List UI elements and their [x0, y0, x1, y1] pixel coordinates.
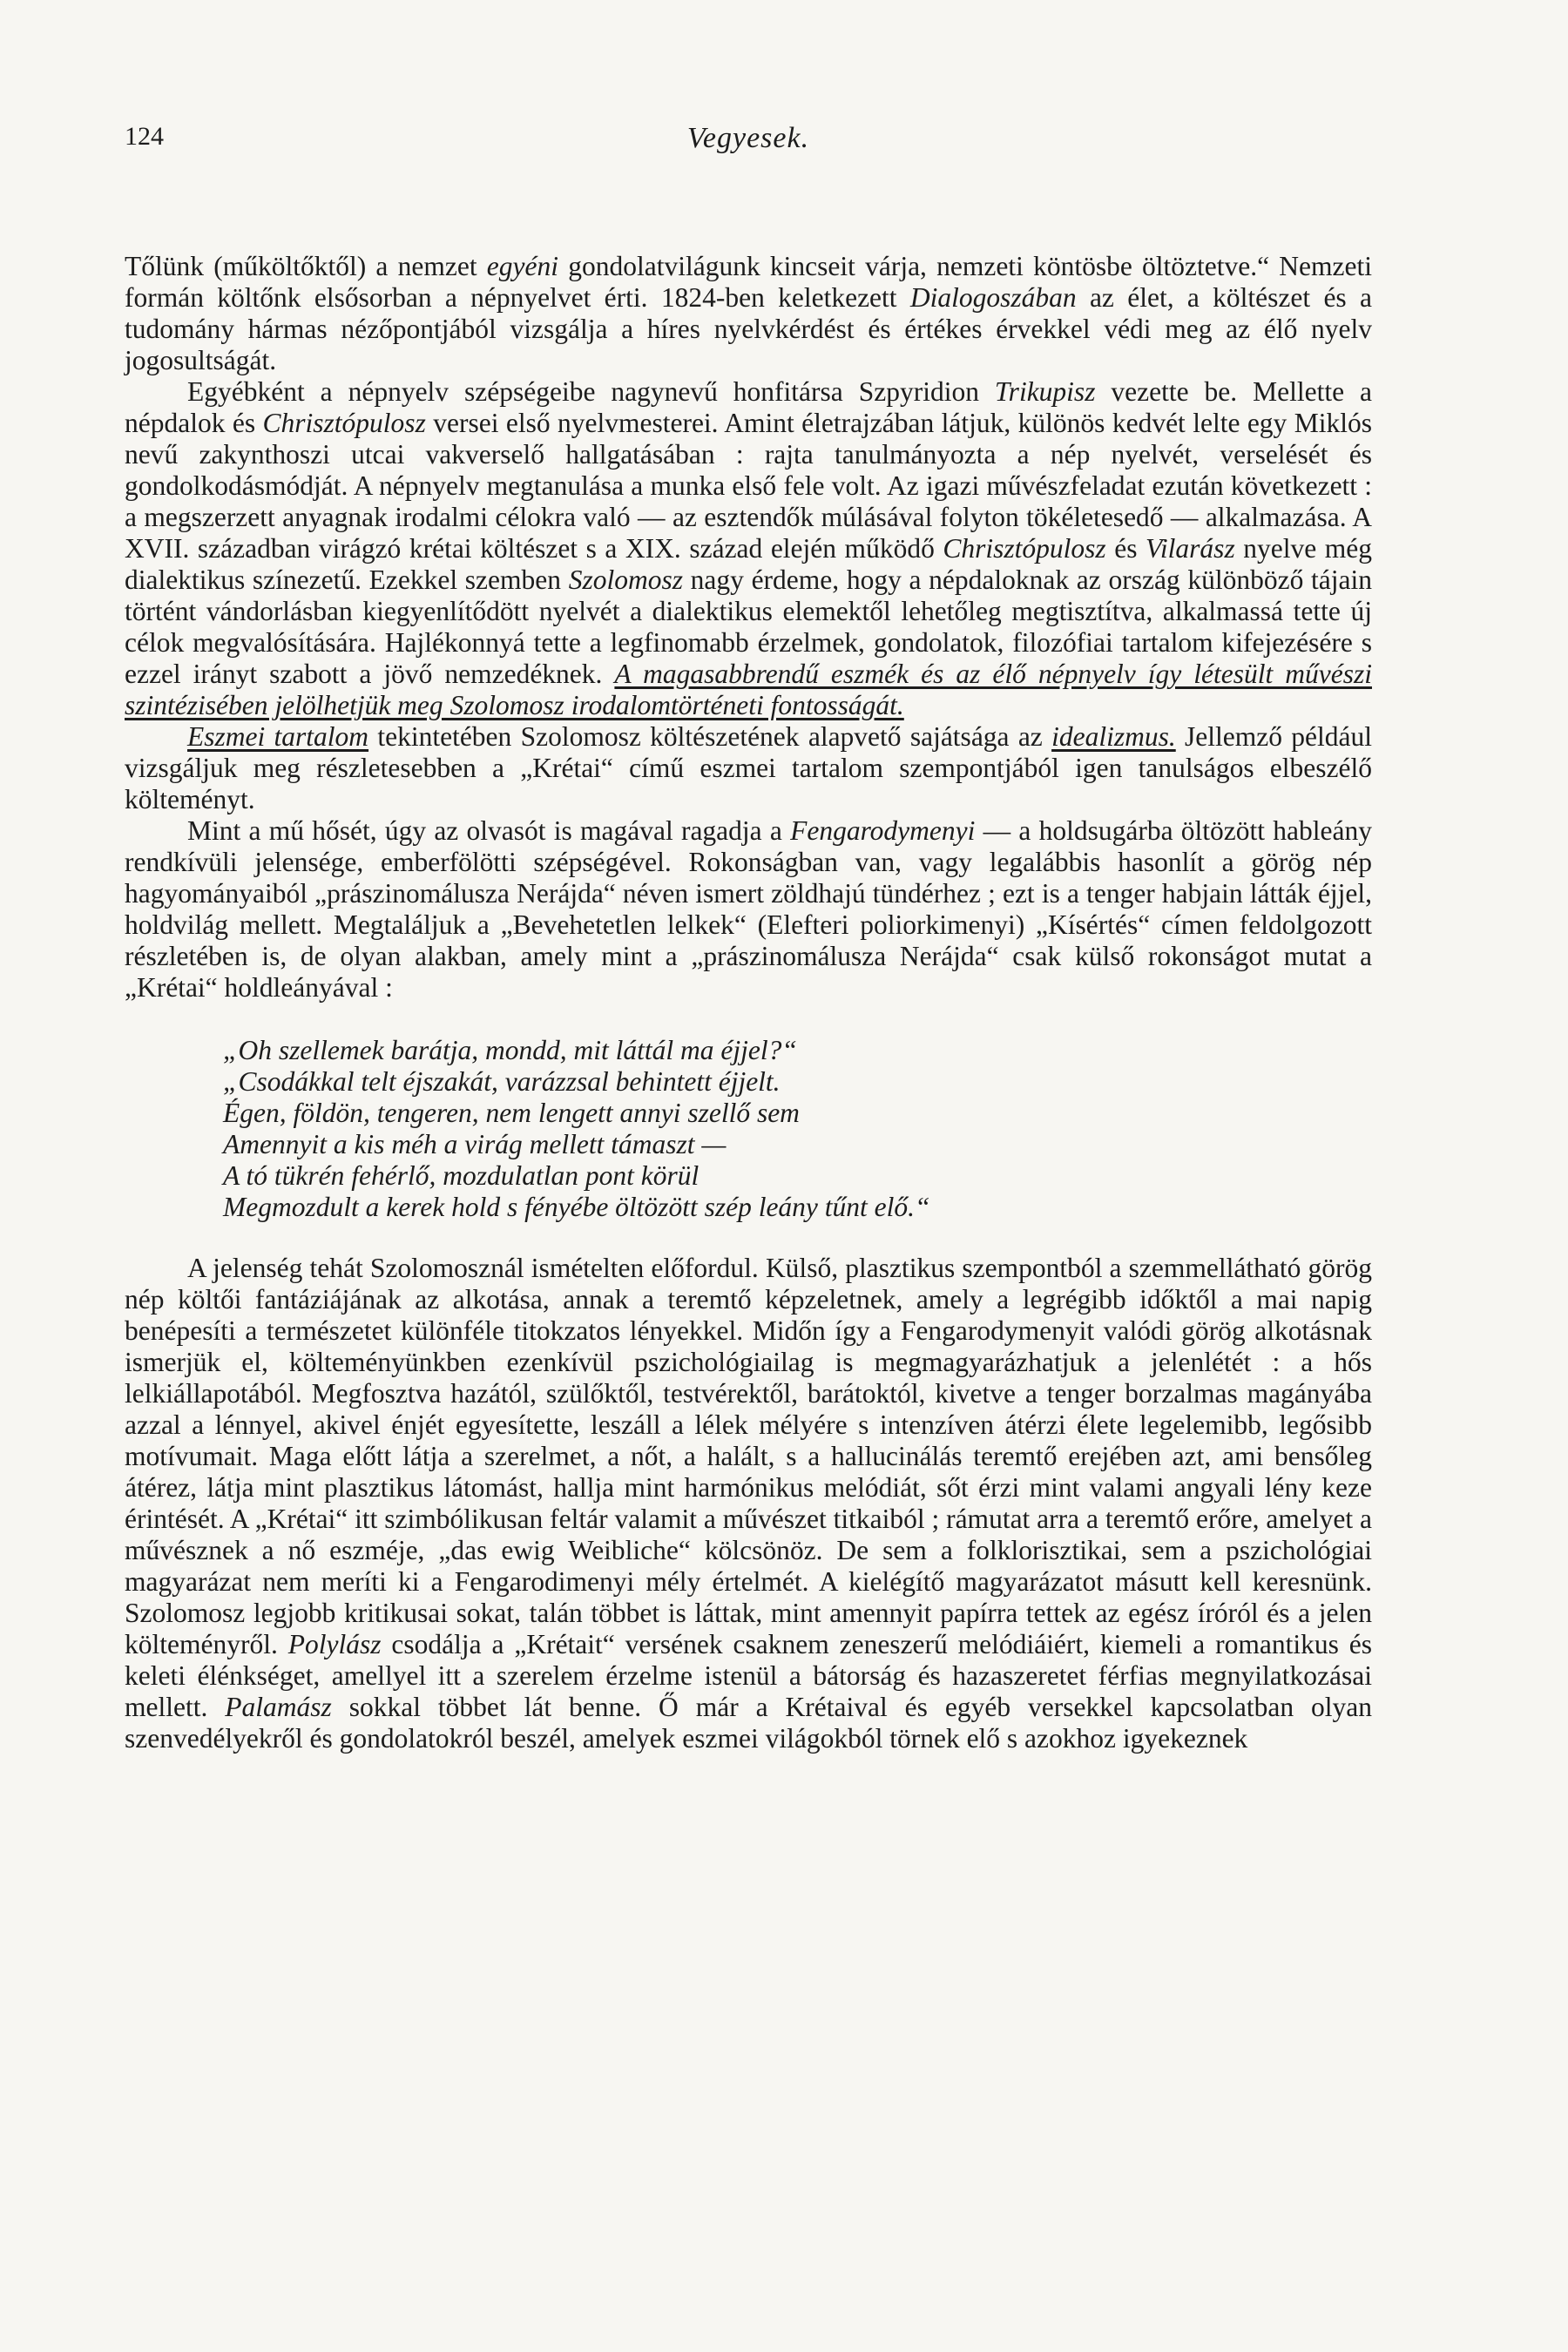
- text-run: vezette be. Mellette a népdalok és: [125, 376, 1372, 438]
- poem-line: Égen, földön, tengeren, nem lengett annyi szellő sem: [223, 1098, 800, 1128]
- italic-term: Fengarodymenyi: [790, 815, 976, 846]
- underlined-term: idealizmus.: [1051, 721, 1176, 752]
- poem-line: „Oh szellemek barátja, mondd, mit láttál ma éjjel?“: [223, 1035, 797, 1065]
- text-run: gondolatvilágunk kincseit várja, nemzeti köntösbe öltöztetve.“ Nemzeti formán költőnk elsősorban a népnyelvet érti. 1824-ben keletkezett: [125, 251, 1372, 313]
- italic-term: Trikupisz: [994, 376, 1096, 407]
- italic-term: Vilarász: [1146, 533, 1235, 564]
- poem-line: „Csodákkal telt éjszakát, varázzsal behintett éjjelt.: [223, 1066, 781, 1097]
- text-run: — a holdsugárba öltözött hableány rendkívüli jelensége, emberfölötti szépségével. Rokonságban van, vagy legalábbis hasonlít a görög nép hagyományaiból „prászinomálusza Nerájda“ néven ismert zöldhajú tündérhez ; ezt is a tenger habjain látták éjjel, holdvilág mellett. Megtaláljuk a „Bevehetetlen lelkek“ (Elefteri poliorkimenyi) „Kísértés“ címen feldolgozott részletében is, de olyan alakban, amely mint a „prászinomálusza Nerájda“ csak külső rokonságot mutat a „Krétai“ holdleányával :: [125, 815, 1372, 1003]
- paragraph-5: [125, 1253, 1372, 1754]
- underlined-thesis: A magasabbrendű eszmék és az élő népnyelv így létesült művészi szintézisében jelölhetjük meg Szolomosz irodalomtörténeti fontosságát.: [125, 659, 1372, 720]
- text-run: nagy érdeme, hogy a népdaloknak az ország különböző tájain történt vándorlásban kiegyenlítődött nyelvét a dialektikus elemektől lehetőleg megtisztítva, alkalmassá tette új célok megvalósítására. Hajlékonnyá tette a legfinomabb érzelmek, gondolatok, filozófiai tartalom kifejezésére s ezzel irányt szabott a jövő nemzedéknek.: [125, 564, 1372, 689]
- text-run: Egyébként a népnyelv szépségeibe nagynevű honfitársa Szpyridion: [187, 376, 995, 407]
- paragraph-3: [125, 721, 1372, 815]
- text-run: tekintetében Szolomosz költészetének alapvető sajátsága az: [368, 721, 1052, 752]
- page-header: [125, 122, 1372, 174]
- text-run: A jelenség tehát Szolomosznál ismételten előfordul. Külső, plasztikus szempontból a szemmellátható görög nép költői fantáziájának az alkotása, annak a teremtő képzeletnek, amely a legrégibb időktől a mai napig benépesíti a természetet különféle titokzatos lényekkel. Midőn így a Fengarodymenyit valódi görög alkotásnak ismerjük el, költeményünkben ezenkívül pszichológiailag is megmagyarázhatjuk a jelenlétét : a hős lelkiállapotából. Megfosztva hazától, szülőktől, testvérektől, barátoktól, kivetve a tenger borzalmas magányába azzal a lénnyel, akivel énjét egyesítette, leszáll a lélek mélyére s intenzíven átérzi élete legelemibb, legősibb motívumait. Maga előtt látja a szerelmet, a nőt, a halált, s a hallucinálás teremtő erejében azt, ami bensőleg átérez, látja mint plasztikus látomást, hallja mint harmónikus melódiát, sőt érzi mint valami angyali lény keze érintését. A „Krétai“ itt szimbólikusan feltár valamit a művészet titkaiból ; rámutat arra a teremtő erőre, amelyet a művésznek a nő eszméje, „das ewig Weibliche“ kölcsönöz. De sem a folklorisztikai, sem a pszichológiai magyarázat nem meríti ki a Fengarodimenyi mély értelmét. A kielégítő magyarázatot másutt kell keresnünk. Szolomosz legjobb kritikusai sokat, talán többet is láttak, mint amennyit papírra tettek az egész íróról és a jelen költeményről.: [125, 1253, 1372, 1659]
- italic-term: Chrisztópulosz: [262, 408, 426, 438]
- text-run: az élet, a költészet és a tudomány hármas nézőpontjából vizsgálja a híres nyelvkérdést és értékes érvekkel védi meg az élő nyelv jogosultságát.: [125, 282, 1372, 375]
- text-run: Tőlünk (műköltőktől) a nemzet: [125, 251, 487, 281]
- text-run: nyelve még dialektikus színezetű. Ezekkel szemben: [125, 533, 1372, 595]
- italic-term: Chrisztópulosz: [943, 533, 1106, 564]
- italic-term: Palamász: [225, 1692, 332, 1722]
- italic-term: Dialogoszában: [909, 282, 1077, 313]
- page-number: 124: [125, 122, 164, 151]
- italic-term: egyéni: [486, 251, 558, 281]
- running-title: Vegyesek.: [686, 122, 810, 154]
- italic-term: Polylász: [287, 1629, 382, 1659]
- body-text: [125, 251, 1372, 1754]
- text-run: sokkal többet lát benne. Ő már a Krétaival és egyéb versekkel kapcsolatban olyan szenvedélyekről és gondolatokról beszél, amelyek eszmei világokból törnek elő s azokhoz igyekeznek: [125, 1692, 1372, 1754]
- underlined-term: Eszmei tartalom: [187, 721, 369, 752]
- italic-term: Szolomosz: [568, 564, 683, 595]
- poem-line: Amennyit a kis méh a virág mellett támaszt —: [223, 1129, 727, 1159]
- text-run: csodálja a „Krétait“ versének csaknem zeneszerű melódiáiért, kiemeli a romantikus és keleti élénkséget, amellyel itt a szerelem érzelme istenül a bátorság és hazaszeretet férfias megnyilatkozásai mellett.: [125, 1629, 1372, 1722]
- paragraph-4: [125, 815, 1372, 1004]
- poem-line: A tó tükrén fehérlő, mozdulatlan pont körül: [223, 1160, 700, 1191]
- paragraph-2: [125, 376, 1372, 721]
- poem-quote: [223, 1035, 1372, 1223]
- text-run: Mint a mű hősét, úgy az olvasót is magával ragadja a: [187, 815, 791, 846]
- text-run: és: [1105, 533, 1146, 564]
- text-run: Jellemző például vizsgáljuk meg részletesebben a „Krétai“ című eszmei tartalom szempontjából igen tanulságos elbeszélő költeményt.: [125, 721, 1372, 814]
- paragraph-1: [125, 251, 1372, 376]
- text-run: versei első nyelvmesterei. Amint életrajzában látjuk, különös kedvét lelte egy Miklós nevű zakynthoszi utcai vakverselő hallgatásában : rajta tanulmányozta a nép nyelvét, verselését és gondolkodásmódját. A népnyelv megtanulása a munka első fele volt. Az igazi művészfeladat ezután következett : a megszerzett anyagnak irodalmi célokra való — az esztendők múlásával folyton tökéletesedő — alkalmazása. A XVII. században virágzó krétai költészet s a XIX. század elején működő: [125, 408, 1372, 564]
- poem-line: Megmozdult a kerek hold s fényébe öltözött szép leány tűnt elő.“: [223, 1192, 930, 1222]
